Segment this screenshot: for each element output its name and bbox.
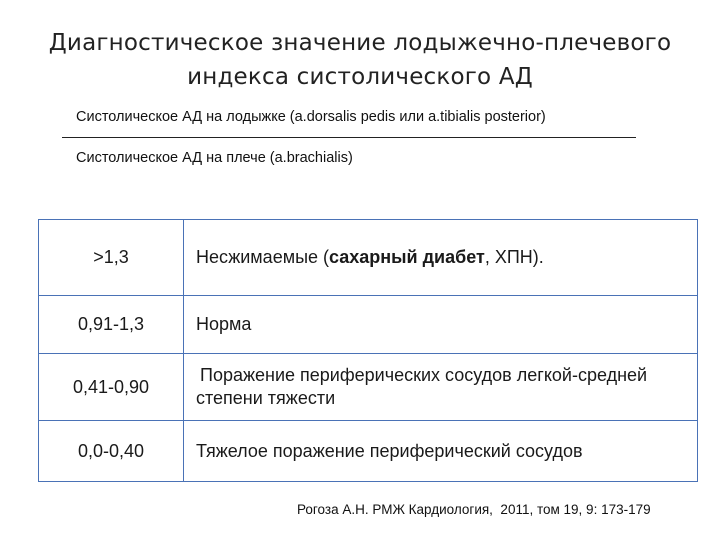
interpretation-text-part: , ХПН). [484, 247, 544, 267]
table-row [39, 421, 698, 482]
source-citation: Рогоза А.Н. РМЖ Кардиология, 2011, том 19, 9: 173-179 [297, 502, 651, 517]
table-row [39, 354, 698, 421]
abi-value: 0,91-1,3 [77, 314, 145, 334]
interpretation-text: Норма [196, 314, 252, 334]
interpretation-cell [184, 296, 698, 354]
interpretation-cell [184, 421, 698, 482]
abi-interpretation-table [38, 219, 698, 482]
interpretation-text-line-2: степени тяжести [196, 388, 336, 408]
abi-value: >1,3 [93, 247, 129, 267]
interpretation-text-line-1: Поражение периферических сосудов легкой-средней [200, 365, 648, 385]
formula-denominator: Систолическое АД на плече (a.brachialis) [76, 150, 353, 166]
abi-value: 0,41-0,90 [72, 376, 150, 397]
slide-title-line-2: индекса систолического АД [187, 64, 533, 90]
abi-value-cell [39, 354, 184, 421]
abi-value-cell [39, 421, 184, 482]
interpretation-text-bold: сахарный диабет [329, 247, 485, 267]
formula-numerator: Систолическое АД на лодыжке (a.dorsalis pedis или a.tibialis posterior) [76, 109, 546, 125]
interpretation-cell [184, 354, 698, 421]
table-row [39, 220, 698, 296]
interpretation-text: Тяжелое поражение периферический сосудов [196, 440, 583, 461]
interpretation-cell [184, 220, 698, 296]
abi-value-cell [39, 220, 184, 296]
abi-value-cell [39, 296, 184, 354]
abi-value: 0,0-0,40 [77, 440, 145, 461]
abi-formula [62, 108, 640, 167]
interpretation-text-part: Несжимаемые ( [196, 247, 330, 267]
fraction-bar [62, 137, 636, 138]
table-row [39, 296, 698, 354]
slide-title-line-1: Диагностическое значение лодыжечно-плечевого [48, 30, 672, 56]
slide-title [0, 26, 720, 94]
